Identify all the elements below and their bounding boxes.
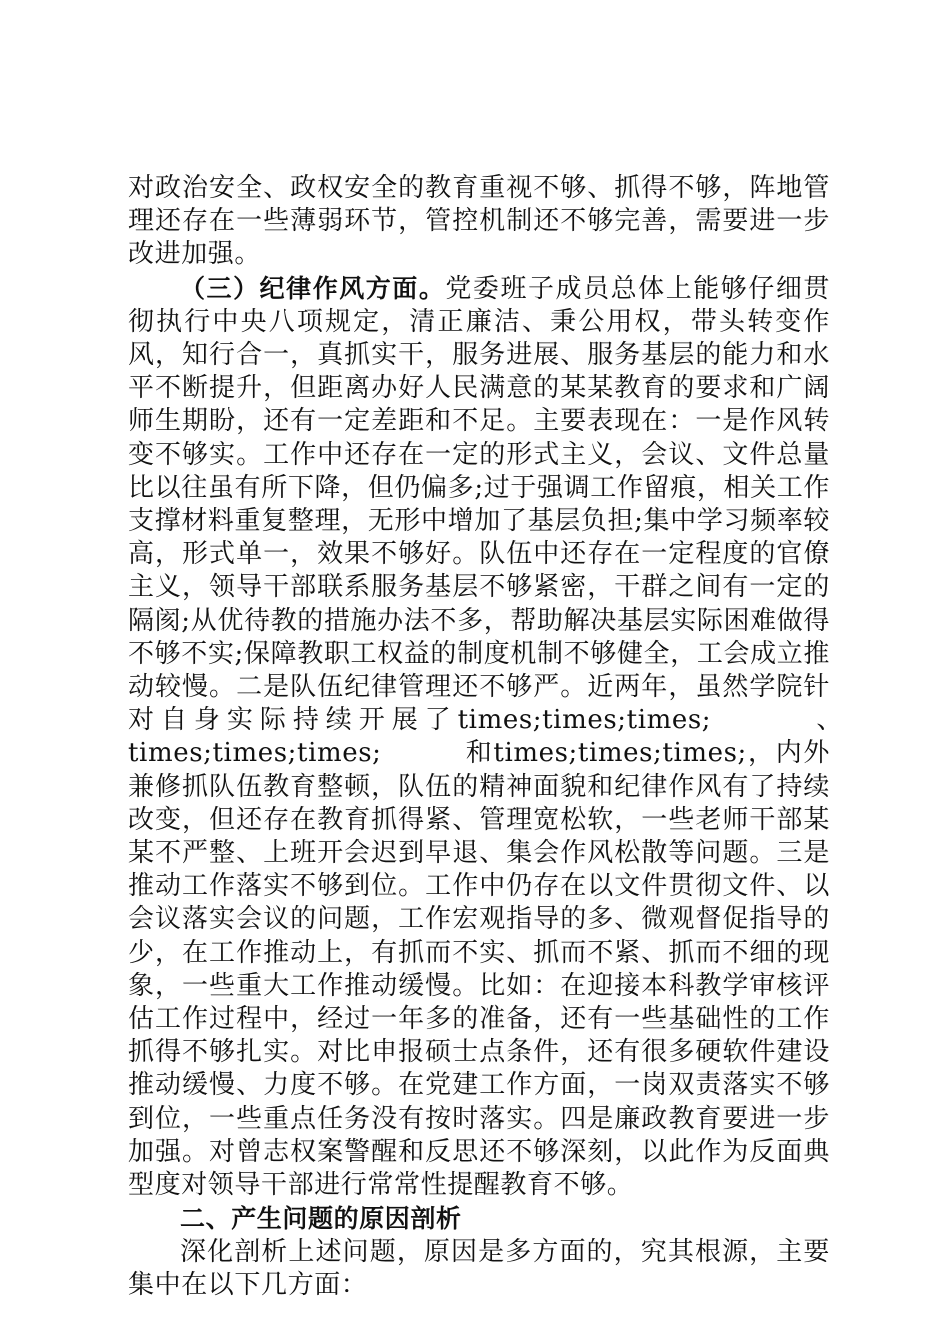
subsection-heading-discipline: （三）纪律作风方面。 xyxy=(180,273,446,303)
discipline-paragraph-body: 党委班子成员总体上能够仔细贯彻执行中央八项规定，清正廉洁、秉公用权，带头转变作风，知行合一，真抓实干，服务进展、服务基层的能力和水平不断提升，但距离办好人民满意的某某教育的要求和广阔师生期盼，还有一定差距和不足。主要表现在：一是作风转变不够实。工作中还存在一定的形式主义，会议、文件总量比以往虽有所下降，但仍偏多;过于强调工作留痕，相关工作支撑材料重复整理，无形中增加了基层负担;集中学习频率较高，形式单一，效果不够好。队伍中还存在一定程度的官僚主义，领导干部联系服务基层不够紧密，干群之间有一定的隔阂;从优待教的措施办法不多，帮助解决基层实际困难做得不够不实;保障教职工权益的制度机制不够健全，工会成立推动较慢。二是队伍纪律管理还不够严。近两年，虽然学院针对自身实际持续开展了times;times;times; 、 times;times;times; 和times;times;times;，内外兼修抓队伍教育整顿，队伍的精神面貌和纪律作风有了持续改变，但还存在教育抓得紧、管理宽松软，一些老师干部某某不严整、上班开会迟到早退、集会作风松散等问题。三是推动工作落实不够到位。工作中仍存在以文件贯彻文件、以会议落实会议的问题，工作宏观指导的多、微观督促指导的少，在工作推动上，有抓而不实、抓而不紧、抓而不细的现象，一些重大工作推动缓慢。比如：在迎接本科教学审核评估工作过程中，经过一年多的准备，还有一些基础性的工作抓得不够扎实。对比申报硕士点条件，还有很多硬软件建设推动缓慢、力度不够。在党建工作方面，一岗双责落实不够到位，一些重点任务没有按时落实。四是廉政教育要进一步加强。对曾志权案警醒和反思还不够深刻，以此作为反面典型度对领导干部进行常常性提醒教育不够。 xyxy=(128,273,910,1201)
body-paragraph-discipline xyxy=(128,272,910,1203)
document-page xyxy=(128,172,910,1302)
body-paragraph-continued: 对政治安全、政权安全的教育重视不够、抓得不够，阵地管理还存在一些薄弱环节，管控机制还不够完善，需要进一步改进加强。 xyxy=(128,173,830,270)
section-heading-causes: 二、产生问题的原因剖析 xyxy=(180,1204,462,1234)
body-paragraph-causes-intro: 深化剖析上述问题，原因是多方面的，究其根源，主要集中在以下几方面： xyxy=(128,1236,830,1300)
